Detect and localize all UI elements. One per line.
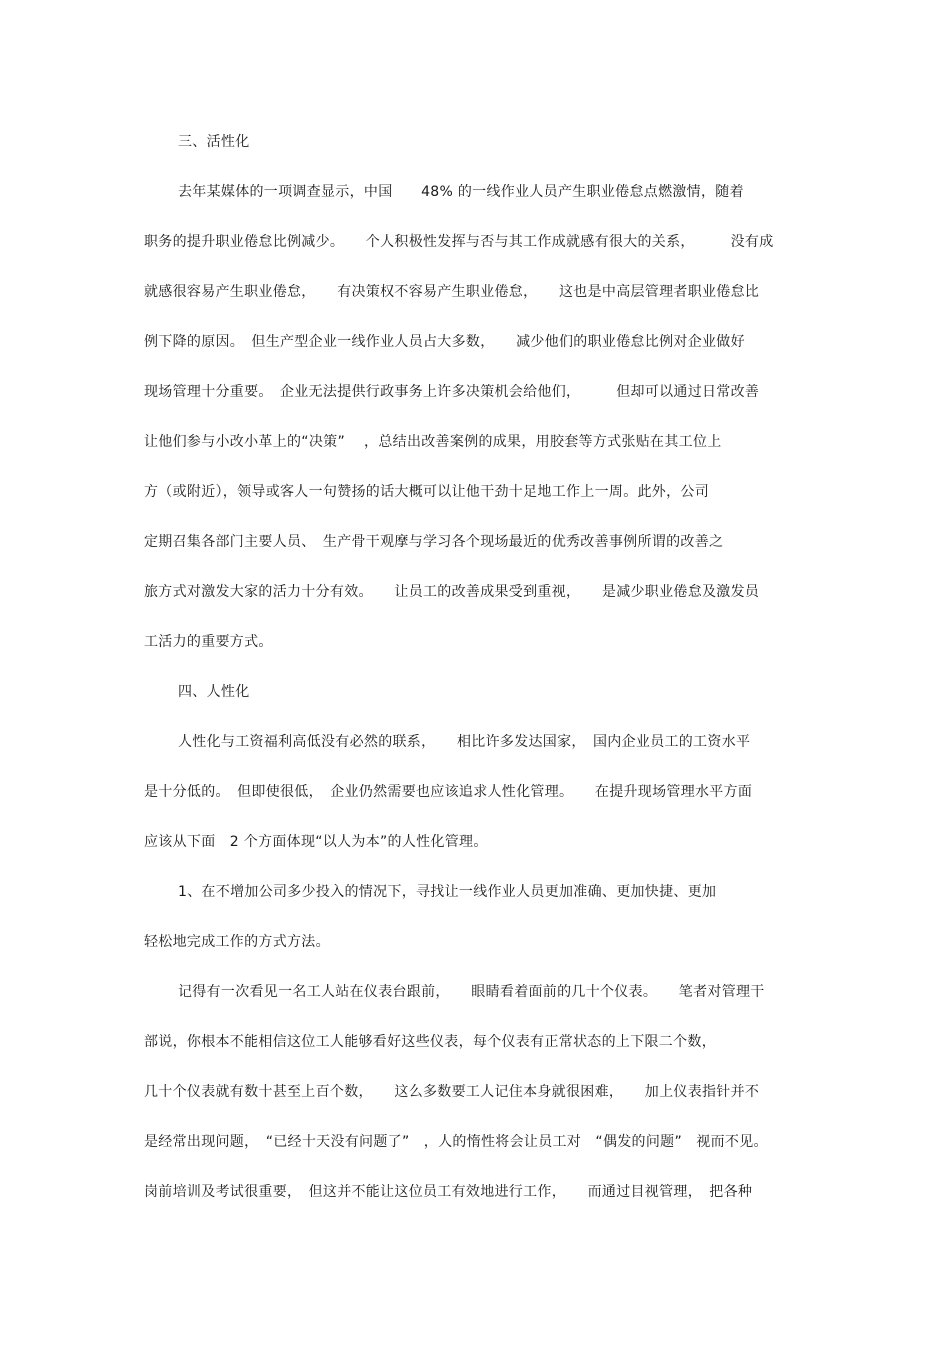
paragraph-line: 岗前培训及考试很重要， 但这并不能让这位员工有效地进行工作， 而通过目视管理， 把各种	[144, 1184, 753, 1200]
paragraph-line: 现场管理十分重要。 企业无法提供行政事务上许多决策机会给他们， 但却可以通过日常改善	[144, 384, 760, 400]
paragraph-line: 轻松地完成工作的方式方法。	[144, 934, 330, 950]
section-heading-3: 三、活性化	[178, 134, 250, 150]
paragraph-line: 是十分低的。 但即使很低， 企业仍然需要也应该追求人性化管理。 在提升现场管理水平方面	[144, 784, 753, 800]
paragraph-line: 工活力的重要方式。	[144, 634, 273, 650]
paragraph-line: 部说，你根本不能相信这位工人能够看好这些仪表，每个仪表有正常状态的上下限二个数，	[144, 1034, 716, 1050]
paragraph-line: 是经常出现问题， “已经十天没有问题了” ，人的惰性将会让员工对 “偶发的问题” 视而不见。	[144, 1134, 768, 1150]
paragraph-line: 去年某媒体的一项调查显示，中国 48% 的一线作业人员产生职业倦怠点燃激情，随着	[178, 184, 744, 200]
paragraph-line: 记得有一次看见一名工人站在仪表台跟前， 眼睛看着面前的几十个仪表。 笔者对管理干	[178, 984, 765, 1000]
paragraph-line: 应该从下面 2 个方面体现“以人为本”的人性化管理。	[144, 834, 488, 850]
paragraph-line: 职务的提升职业倦怠比例减少。 个人积极性发挥与否与其工作成就感有很大的关系， 没有成	[144, 234, 774, 250]
paragraph-line: 旅方式对激发大家的活力十分有效。 让员工的改善成果受到重视， 是减少职业倦怠及激发员	[144, 584, 760, 600]
paragraph-line: 人性化与工资福利高低没有必然的联系， 相比许多发达国家， 国内企业员工的工资水平	[178, 734, 751, 750]
paragraph-line: 方（或附近），领导或客人一句赞扬的话大概可以让他干劲十足地工作上一周。此外，公司	[144, 484, 709, 500]
section-heading-4: 四、人性化	[178, 684, 250, 700]
list-item-1: 1、在不增加公司多少投入的情况下，寻找让一线作业人员更加准确、更加快捷、更加	[178, 884, 717, 900]
paragraph-line: 就感很容易产生职业倦怠， 有决策权不容易产生职业倦怠， 这也是中高层管理者职业倦怠比	[144, 284, 760, 300]
paragraph-line: 例下降的原因。 但生产型企业一线作业人员占大多数， 减少他们的职业倦怠比例对企业做好	[144, 334, 745, 350]
paragraph-line: 定期召集各部门主要人员、 生产骨干观摩与学习各个现场最近的优秀改善事例所谓的改善之	[144, 534, 724, 550]
paragraph-line: 几十个仪表就有数十甚至上百个数， 这么多数要工人记住本身就很困难， 加上仪表指针并不	[144, 1084, 760, 1100]
paragraph-line: 让他们参与小改小革上的“决策” ，总结出改善案例的成果，用胶套等方式张贴在其工位上	[144, 434, 722, 450]
